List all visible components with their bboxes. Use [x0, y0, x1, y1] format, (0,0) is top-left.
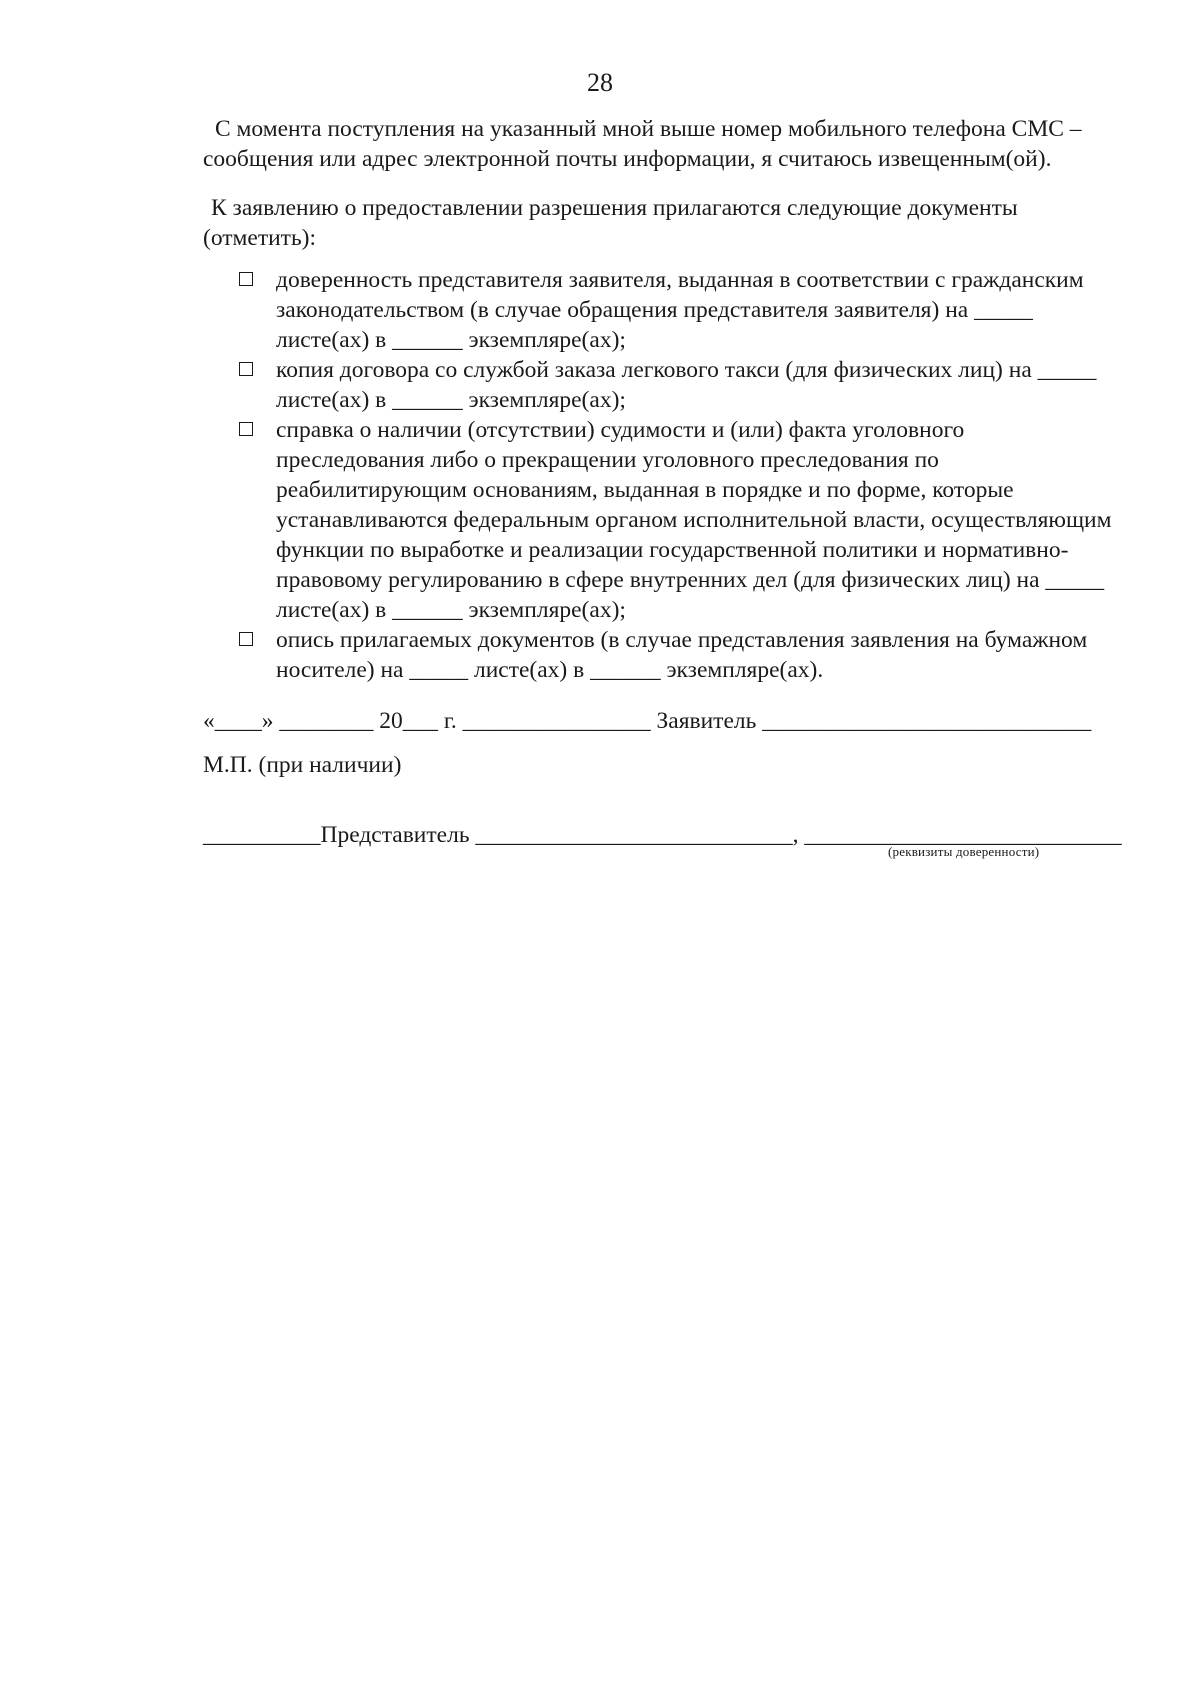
attachment-item-documents-inventory [239, 625, 1139, 685]
attachment-item-criminal-record-certificate [239, 415, 1139, 625]
checkbox-icon[interactable] [239, 362, 253, 376]
attachment-line: преследования либо о прекращении уголовного преследования по [276, 447, 939, 473]
attachment-item-taxi-contract [239, 355, 1139, 415]
attachment-line: листе(ах) в ______ экземпляре(ах); [276, 597, 626, 623]
checkbox-icon[interactable] [239, 632, 253, 646]
attachment-line: носителе) на _____ листе(ах) в ______ экземпляре(ах). [276, 657, 824, 683]
attachment-item-power-of-attorney [239, 265, 1139, 355]
attachment-line: справка о наличии (отсутствии) судимости и (или) факта уголовного [276, 417, 965, 443]
attachment-line: правовому регулированию в сфере внутренних дел (для физических лиц) на _____ [276, 567, 1105, 593]
date-signature-line: «____» ________ 20___ г. ________________ Заявитель ____________________________ [203, 708, 1092, 734]
checkbox-icon[interactable] [239, 422, 253, 436]
notice-line: С момента поступления на указанный мной выше номер мобильного телефона СМС – [215, 116, 1082, 142]
notice-line: сообщения или адрес электронной почты информации, я считаюсь извещенным(ой). [203, 146, 1052, 172]
representative-caption: (реквизиты доверенности) [888, 844, 1040, 859]
attachment-line: листе(ах) в ______ экземпляре(ах); [276, 327, 626, 353]
stamp-note: М.П. (при наличии) [203, 752, 402, 778]
attachment-line: доверенность представителя заявителя, выданная в соответствии с гражданским [276, 267, 1084, 293]
attachments-intro-line: (отметить): [203, 225, 317, 251]
attachments-intro-line: К заявлению о предоставлении разрешения прилагаются следующие документы [211, 195, 1018, 221]
notice-paragraph [203, 114, 1123, 174]
page-number: 28 [587, 68, 613, 97]
attachment-line: опись прилагаемых документов (в случае представления заявления на бумажном [276, 627, 1088, 653]
attachment-line: законодательством (в случае обращения представителя заявителя) на _____ [276, 297, 1033, 323]
attachment-line: функции по выработке и реализации государственной политики и нормативно- [276, 537, 1069, 563]
attachment-line: копия договора со службой заказа легкового такси (для физических лиц) на _____ [276, 357, 1097, 383]
attachment-line: устанавливаются федеральным органом исполнительной власти, осуществляющим [276, 507, 1112, 533]
checkbox-icon[interactable] [239, 272, 253, 286]
attachment-line: реабилитирующим основаниям, выданная в порядке и по форме, которые [276, 477, 1014, 503]
attachments-intro [203, 193, 1123, 253]
representative-signature-line: __________Представитель ___________________________, ___________________________ [203, 822, 1122, 848]
attachment-line: листе(ах) в ______ экземпляре(ах); [276, 387, 626, 413]
attachments-checklist [239, 265, 1139, 685]
